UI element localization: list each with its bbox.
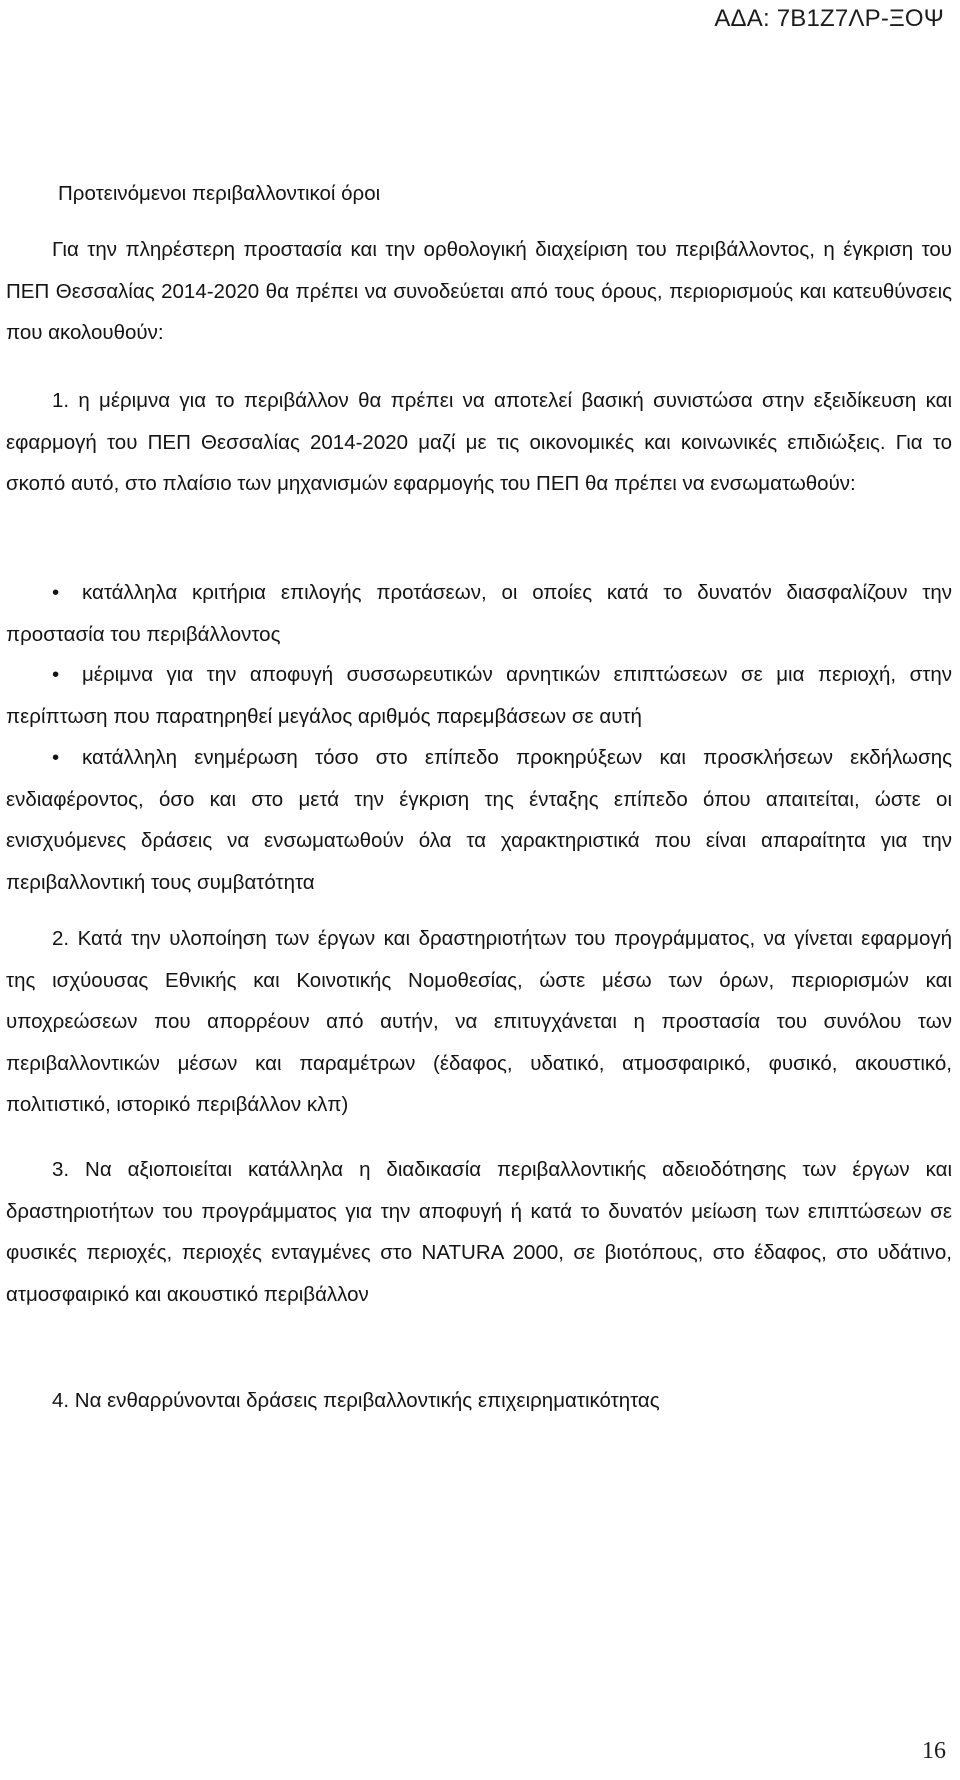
page-number: 16 bbox=[922, 1738, 946, 1764]
bullet-item-1 bbox=[6, 572, 952, 655]
condition-item-4: 4. Να ενθαρρύνονται δράσεις περιβαλλοντικής επιχειρηματικότητας bbox=[52, 1389, 660, 1412]
condition-item-1: 1. η μέριμνα για το περιβάλλον θα πρέπει να αποτελεί βασική συνιστώσα στην εξειδίκευση και εφαρμογή του ΠΕΠ Θεσσαλίας 2014-2020 μαζί με τις οικονομικές και κοινωνικές επιδιώξεις. Για το σκοπό αυτό, στο πλαίσιο των μηχανισμών εφαρμογής του ΠΕΠ θα πρέπει να ενσωματωθούν: bbox=[6, 389, 952, 495]
condition-item-3: 3. Να αξιοποιείται κατάλληλα η διαδικασία περιβαλλοντικής αδειοδότησης των έργων και δραστηριοτήτων του προγράμματος για την αποφυγή ή κατά το δυνατόν μείωση των επιπτώσεων σε φυσικές περιοχές, περιοχές ενταγμένες στο NATURA 2000, σε βιοτόπους, στο έδαφος, στο υδάτινο, ατμοσφαιρικό και ακουστικό περιβάλλον bbox=[6, 1158, 952, 1306]
ada-code: ΑΔΑ: 7Β1Ζ7ΛΡ-ΞΟΨ bbox=[714, 5, 944, 32]
bullet-text: κατάλληλη ενημέρωση τόσο στο επίπεδο προκηρύξεων και προσκλήσεων εκδήλωσης ενδιαφέροντος, όσο και στο μετά την έγκριση της ένταξης επίπεδο όπου απαιτείται, ώστε οι ενισχυόμενες δράσεις να ενσωματωθούν όλα τα χαρακτηριστικά που είναι απαραίτητα για την περιβαλλοντική τους συμβατότητα bbox=[6, 746, 952, 894]
bullet-item-3 bbox=[6, 737, 952, 903]
bullet-marker: • bbox=[52, 746, 60, 769]
bullet-marker: • bbox=[52, 663, 60, 686]
bullet-item-2 bbox=[6, 654, 952, 737]
section-title: Προτεινόμενοι περιβαλλοντικοί όροι bbox=[58, 182, 381, 205]
bullet-text: μέριμνα για την αποφυγή συσσωρευτικών αρνητικών επιπτώσεων σε μια περιοχή, στην περίπτωση που παρατηρηθεί μεγάλος αριθμός παρεμβάσεων σε αυτή bbox=[6, 663, 952, 728]
bullet-marker: • bbox=[52, 581, 60, 604]
bullet-text: κατάλληλα κριτήρια επιλογής προτάσεων, οι οποίες κατά το δυνατόν διασφαλίζουν την προστασία του περιβάλλοντος bbox=[6, 581, 952, 646]
condition-item-2: 2. Κατά την υλοποίηση των έργων και δραστηριοτήτων του προγράμματος, να γίνεται εφαρμογή της ισχύουσας Εθνικής και Κοινοτικής Νομοθεσίας, ώστε μέσω των όρων, περιορισμών και υποχρεώσεων που απορρέουν από αυτήν, να επιτυγχάνεται η προστασία του συνόλου των περιβαλλοντικών μέσων και παραμέτρων (έδαφος, υδατικό, ατμοσφαιρικό, φυσικό, ακουστικό, πολιτιστικό, ιστορικό περιβάλλον κλπ) bbox=[6, 927, 952, 1116]
intro-paragraph: Για την πληρέστερη προστασία και την ορθολογική διαχείριση του περιβάλλοντος, η έγκριση του ΠΕΠ Θεσσαλίας 2014-2020 θα πρέπει να συνοδεύεται από τους όρους, περιορισμούς και κατευθύνσεις που ακολουθούν: bbox=[6, 238, 952, 344]
